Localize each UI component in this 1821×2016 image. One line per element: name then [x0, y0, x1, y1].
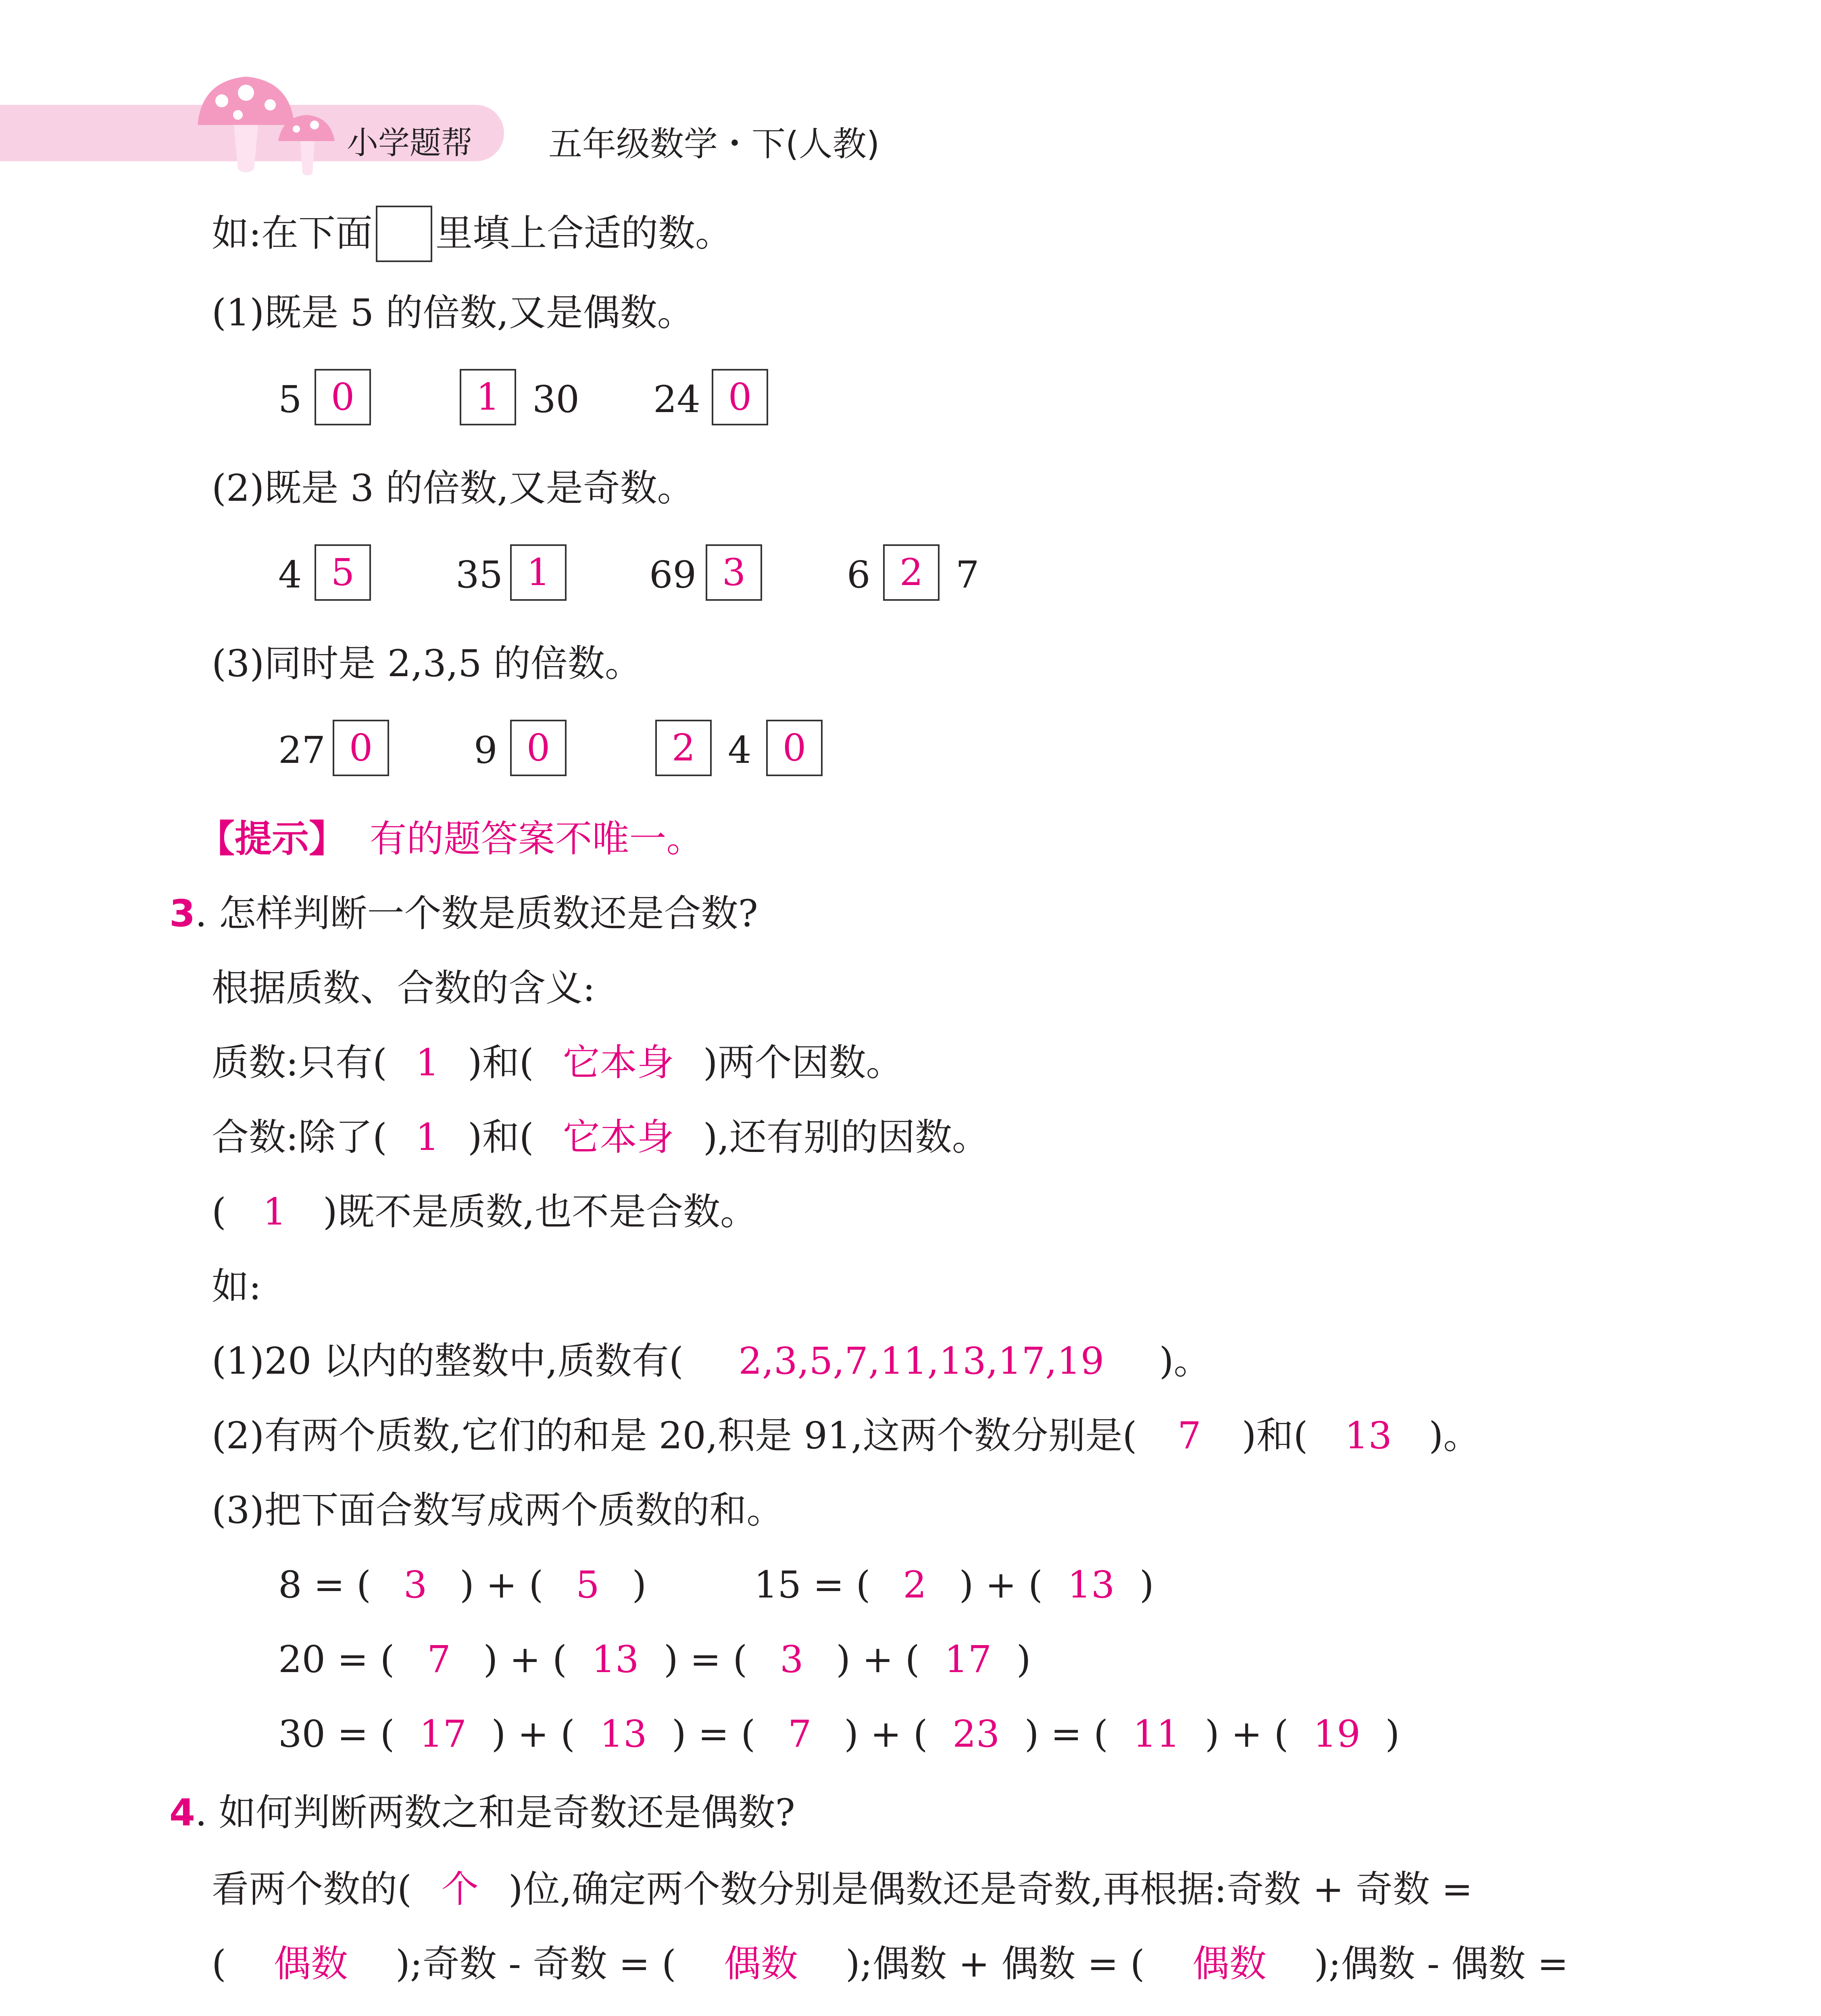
q1-title: (1)既是 5 的倍数,又是偶数。	[212, 291, 694, 334]
hint-text: 有的题答案不唯一。	[369, 817, 704, 860]
sec4-l2-a: (	[212, 1942, 226, 1985]
sum-8-lhs: 8 = (	[278, 1563, 371, 1606]
intro-text-b: 里填上合适的数。	[435, 212, 733, 255]
hint-tag: 【提示】	[198, 817, 346, 860]
prime-def-a: 质数:只有(	[212, 1041, 387, 1084]
sum-8-a: 3	[403, 1563, 427, 1606]
composite-def-b: )和(	[467, 1116, 534, 1159]
e2-b: )和(	[1242, 1414, 1308, 1457]
e2-answer-2: 13	[1344, 1414, 1392, 1457]
e2-a: (2)有两个质数,它们的和是 20,积是 91,这两个数分别是(	[212, 1414, 1137, 1457]
intro-text-a: 如:在下面	[212, 212, 373, 255]
q2-item-4-box: 2	[883, 544, 940, 601]
sec3-example-2	[212, 1414, 1481, 1457]
prime-def-b: )和(	[467, 1041, 534, 1084]
page-title: 五年级数学・下(人教)	[548, 124, 880, 164]
q3-item-2-box: 0	[510, 720, 567, 776]
q2-item-2-pre: 35	[456, 553, 503, 596]
q1-item-3-box: 0	[712, 369, 768, 425]
q2-item-3-pre: 69	[649, 553, 697, 596]
sum-30	[278, 1712, 1400, 1756]
q3-item-3-box2: 0	[766, 720, 823, 776]
sec3-example-1	[212, 1339, 1211, 1383]
e1-b: )。	[1159, 1339, 1211, 1383]
sum-15-end: )	[1139, 1563, 1154, 1606]
sec4-heading	[169, 1791, 795, 1834]
q1-item-3-pre: 24	[653, 378, 701, 421]
prime-def-answer-2: 它本身	[563, 1041, 674, 1084]
sum-8	[278, 1563, 647, 1606]
q1-item-2-post: 30	[532, 378, 580, 421]
prime-definition	[212, 1041, 903, 1084]
blank-box	[376, 206, 432, 262]
q3-title: (3)同时是 2,3,5 的倍数。	[212, 642, 642, 685]
q2-item-4-post: 7	[956, 553, 979, 596]
sum-20-d: 17	[944, 1638, 992, 1681]
sum-30-end: )	[1385, 1712, 1400, 1756]
q2-title: (2)既是 3 的倍数,又是奇数。	[212, 467, 694, 510]
q3-item-3-box: 2	[655, 720, 712, 776]
sum-30-d: 23	[952, 1712, 1000, 1756]
sec4-l2-answer-2: 偶数	[723, 1942, 798, 1985]
sec4-number: 4	[169, 1791, 196, 1834]
sum-30-m5: ) + (	[1204, 1712, 1289, 1756]
sum-20-end: )	[1016, 1638, 1031, 1681]
sum-30-b: 13	[600, 1712, 647, 1756]
sum-8-end: )	[632, 1563, 647, 1606]
sum-15-mid: ) + (	[959, 1563, 1043, 1606]
neither-statement	[212, 1190, 758, 1233]
sum-30-m1: ) + (	[491, 1712, 575, 1756]
sec4-l2-answer-1: 偶数	[273, 1942, 348, 1985]
sec3-number: 3	[169, 892, 196, 935]
q2-item-2-box: 1	[510, 544, 567, 601]
example-intro	[212, 206, 732, 262]
neither-answer: 1	[263, 1190, 287, 1233]
q2-item-3-box: 3	[706, 544, 762, 601]
q3-item-3-mid: 4	[728, 729, 752, 772]
composite-def-a: 合数:除了(	[212, 1116, 387, 1159]
sec4-line-1	[212, 1868, 1473, 1911]
q2-item-1-pre: 4	[278, 553, 302, 596]
sum-20-lhs: 20 = (	[278, 1638, 395, 1681]
mushroom-logo-icon	[194, 65, 339, 185]
sec4-l2-d: );偶数 - 偶数 =	[1314, 1942, 1569, 1985]
sec4-line-2	[212, 1942, 1569, 1985]
hint	[198, 817, 704, 860]
sec4-l2-c: );偶数 + 偶数 = (	[845, 1942, 1145, 1985]
composite-def-c: ),还有别的因数。	[703, 1116, 989, 1159]
sum-30-c: 7	[788, 1712, 812, 1756]
e2-c: )。	[1429, 1414, 1481, 1457]
sum-30-f: 19	[1313, 1712, 1361, 1756]
sum-15-a: 2	[903, 1563, 927, 1606]
composite-def-answer-2: 它本身	[563, 1116, 674, 1159]
sec3-eg: 如:	[212, 1265, 261, 1308]
neither-a: (	[212, 1190, 226, 1233]
composite-definition	[212, 1116, 989, 1159]
sec4-l1-answer: 个	[441, 1868, 479, 1911]
sum-20-b: 13	[592, 1638, 639, 1681]
sum-30-e: 11	[1133, 1712, 1180, 1756]
e1-a: (1)20 以内的整数中,质数有(	[212, 1339, 683, 1383]
sum-20-c: 3	[779, 1638, 804, 1681]
sum-8-b: 5	[576, 1563, 600, 1606]
q2-item-4-pre: 6	[847, 553, 871, 596]
q2-item-1-box: 5	[315, 544, 371, 601]
sum-30-m4: ) = (	[1024, 1712, 1108, 1756]
sec4-l1-a: 看两个数的(	[212, 1868, 412, 1911]
e2-answer-1: 7	[1177, 1414, 1201, 1457]
sum-30-m3: ) + (	[844, 1712, 928, 1756]
sec3-basis: 根据质数、合数的含义:	[212, 966, 595, 1010]
sum-20-m1: ) + (	[483, 1638, 567, 1681]
neither-b: )既不是质数,也不是合数。	[323, 1190, 758, 1233]
sum-20	[278, 1638, 1031, 1681]
prime-def-c: )两个因数。	[703, 1041, 903, 1084]
q1-item-2-box: 1	[460, 369, 516, 425]
sum-20-m2: ) = (	[663, 1638, 748, 1681]
sum-30-m2: ) = (	[671, 1712, 756, 1756]
e1-answer: 2,3,5,7,11,13,17,19	[738, 1339, 1104, 1383]
sec4-title: . 如何判断两数之和是奇数还是偶数?	[195, 1791, 795, 1834]
sum-20-a: 7	[427, 1638, 451, 1681]
q3-item-1-box: 0	[333, 720, 389, 776]
q1-item-1-box: 0	[315, 369, 371, 425]
sec3-title: . 怎样判断一个数是质数还是合数?	[195, 892, 758, 935]
composite-def-answer-1: 1	[415, 1116, 440, 1159]
sec3-heading	[169, 892, 758, 935]
series-label: 小学题帮	[347, 125, 473, 161]
sum-15	[754, 1563, 1154, 1606]
sum-15-lhs: 15 = (	[754, 1563, 871, 1606]
sec4-l2-b: );奇数 - 奇数 = (	[395, 1942, 676, 1985]
sum-20-m3: ) + (	[836, 1638, 920, 1681]
prime-def-answer-1: 1	[415, 1041, 440, 1084]
sum-15-b: 13	[1067, 1563, 1115, 1606]
q3-item-2-pre: 9	[474, 729, 498, 772]
sum-30-lhs: 30 = (	[278, 1712, 395, 1756]
sec3-example-3: (3)把下面合数写成两个质数的和。	[212, 1489, 784, 1532]
sum-8-mid: ) + (	[460, 1563, 544, 1606]
q1-item-1-pre: 5	[278, 378, 302, 421]
sum-30-a: 17	[419, 1712, 467, 1756]
sec4-l1-b: )位,确定两个数分别是偶数还是奇数,再根据:奇数 + 奇数 =	[508, 1868, 1473, 1911]
q3-item-1-pre: 27	[278, 729, 326, 772]
sec4-l2-answer-3: 偶数	[1192, 1942, 1267, 1985]
